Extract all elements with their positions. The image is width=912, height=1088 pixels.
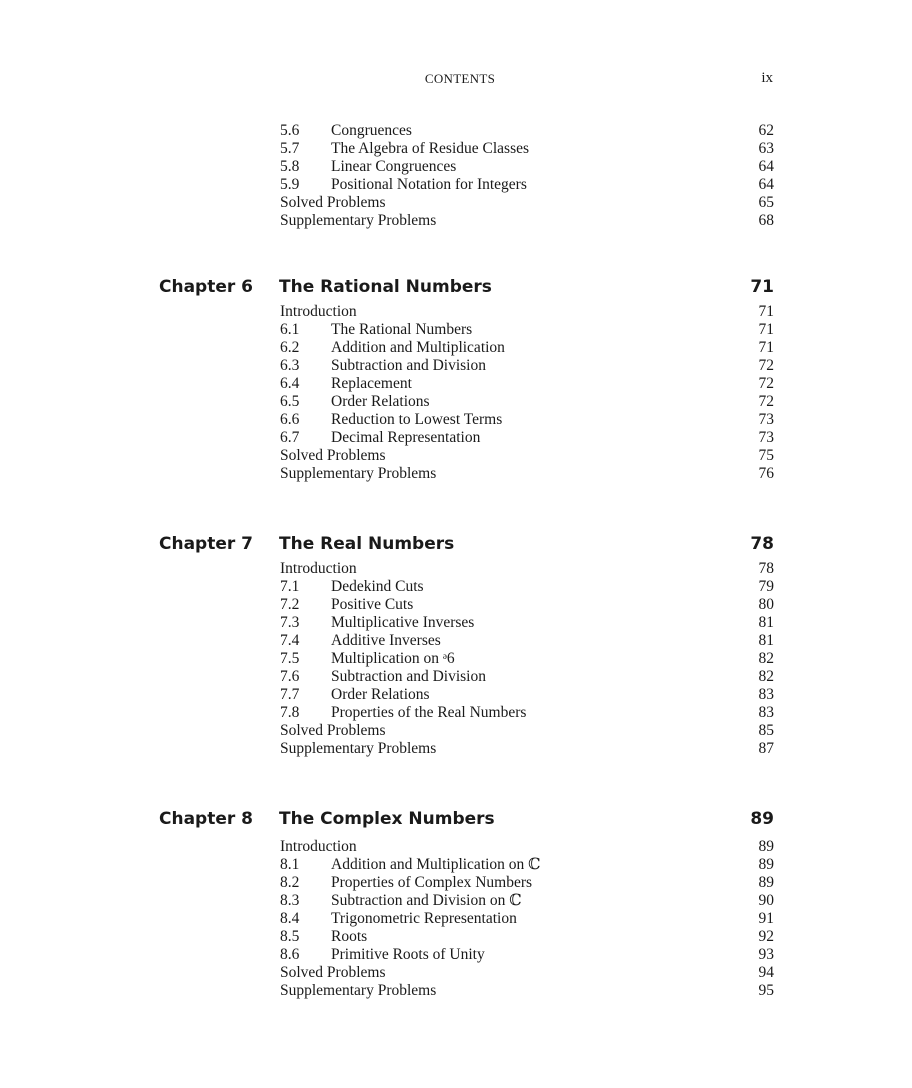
- page-number: 71: [758, 303, 774, 320]
- toc-entry[interactable]: [280, 447, 774, 465]
- chapter-label: Chapter 6: [159, 277, 254, 297]
- chapter-5-continued-entries: [280, 122, 774, 230]
- toc-entry[interactable]: [280, 122, 774, 140]
- page-number: 62: [758, 122, 774, 139]
- section-title: Multiplication on ᵊ6: [331, 650, 455, 667]
- page-number: 73: [758, 411, 774, 428]
- toc-entry[interactable]: [280, 632, 774, 650]
- section-title: Decimal Representation: [331, 429, 481, 446]
- section-title: Supplementary Problems: [280, 740, 437, 757]
- section-number: 5.7: [280, 140, 300, 157]
- section-title: Solved Problems: [280, 447, 386, 464]
- page-number: 81: [758, 632, 774, 649]
- section-title: Order Relations: [331, 393, 430, 410]
- page-number: 92: [758, 928, 774, 945]
- toc-entry[interactable]: [280, 946, 774, 964]
- chapter-entries: [280, 838, 774, 1000]
- page-number: 91: [758, 910, 774, 927]
- toc-entry[interactable]: [280, 740, 774, 758]
- section-title: Roots: [331, 928, 368, 945]
- page-number: 64: [758, 176, 774, 193]
- toc-entry[interactable]: [280, 856, 774, 874]
- toc-entry[interactable]: [280, 303, 774, 321]
- section-number: 6.1: [280, 321, 300, 338]
- chapter-heading[interactable]: [0, 808, 912, 830]
- section-number: 6.5: [280, 393, 300, 410]
- section-number: 5.6: [280, 122, 300, 139]
- page-number: 73: [758, 429, 774, 446]
- page-number: 68: [758, 212, 774, 229]
- chapter-entries: [280, 560, 774, 758]
- page-number: 71: [758, 321, 774, 338]
- section-number: 7.5: [280, 650, 300, 667]
- page-number: 64: [758, 158, 774, 175]
- section-number: 8.4: [280, 910, 300, 927]
- section-number: 7.3: [280, 614, 300, 631]
- page-number: 72: [758, 375, 774, 392]
- section-title: Multiplicative Inverses: [331, 614, 475, 631]
- page-number: 82: [758, 650, 774, 667]
- page-number: 79: [758, 578, 774, 595]
- section-title: Reduction to Lowest Terms: [331, 411, 503, 428]
- toc-entry[interactable]: [280, 614, 774, 632]
- toc-entry[interactable]: [280, 650, 774, 668]
- page-number: 82: [758, 668, 774, 685]
- toc-entry[interactable]: [280, 375, 774, 393]
- chapter-title: The Rational Numbers: [279, 277, 492, 297]
- toc-entry[interactable]: [280, 910, 774, 928]
- chapter-entries: [280, 303, 774, 483]
- toc-entry[interactable]: [280, 212, 774, 230]
- toc-entry[interactable]: [280, 874, 774, 892]
- toc-entry[interactable]: [280, 578, 774, 596]
- section-number: 6.2: [280, 339, 300, 356]
- running-title: CONTENTS: [424, 71, 496, 86]
- page-number: 65: [758, 194, 774, 211]
- toc-entry[interactable]: [280, 596, 774, 614]
- section-title: Properties of Complex Numbers: [331, 874, 533, 891]
- section-number: 6.3: [280, 357, 300, 374]
- toc-entry[interactable]: [280, 411, 774, 429]
- toc-entry[interactable]: [280, 429, 774, 447]
- section-title: Supplementary Problems: [280, 982, 437, 999]
- page-number: 75: [758, 447, 774, 464]
- page-number: 85: [758, 722, 774, 739]
- page-number: 81: [758, 614, 774, 631]
- section-title: Linear Congruences: [331, 158, 457, 175]
- section-number: 6.7: [280, 429, 300, 446]
- page-number: 90: [758, 892, 774, 909]
- section-title: Order Relations: [331, 686, 430, 703]
- section-title: Positional Notation for Integers: [331, 176, 527, 193]
- chapter-page-number: 78: [750, 534, 774, 554]
- toc-entry[interactable]: [280, 964, 774, 982]
- chapter-title: The Complex Numbers: [279, 809, 495, 829]
- page-number: 80: [758, 596, 774, 613]
- section-title: Replacement: [331, 375, 412, 392]
- toc-entry[interactable]: [280, 704, 774, 722]
- page-number: 76: [758, 465, 774, 482]
- section-title: Congruences: [331, 122, 412, 139]
- section-number: 7.8: [280, 704, 300, 721]
- section-number: 7.6: [280, 668, 300, 685]
- section-number: 7.7: [280, 686, 300, 703]
- chapter-page-number: 71: [750, 277, 774, 297]
- section-number: 6.6: [280, 411, 300, 428]
- section-title: Positive Cuts: [331, 596, 414, 613]
- section-title: Solved Problems: [280, 964, 386, 981]
- section-title: The Algebra of Residue Classes: [331, 140, 530, 157]
- section-title: Primitive Roots of Unity: [331, 946, 485, 963]
- page-number: 89: [758, 838, 774, 855]
- section-title: Subtraction and Division on ℂ: [331, 892, 522, 909]
- toc-entry[interactable]: [280, 339, 774, 357]
- section-title: Solved Problems: [280, 722, 386, 739]
- chapter-label: Chapter 8: [159, 809, 254, 829]
- page-number: 83: [758, 704, 774, 721]
- section-title: Trigonometric Representation: [331, 910, 517, 927]
- section-title: Introduction: [280, 838, 357, 855]
- toc-entry[interactable]: [280, 176, 774, 194]
- section-title: Additive Inverses: [331, 632, 441, 649]
- section-number: 8.3: [280, 892, 300, 909]
- page-number: 95: [758, 982, 774, 999]
- toc-entry[interactable]: [280, 686, 774, 704]
- toc-entry[interactable]: [280, 722, 774, 740]
- section-number: 8.2: [280, 874, 300, 891]
- running-page-number: ix: [761, 70, 773, 86]
- section-number: 7.2: [280, 596, 300, 613]
- toc-entry[interactable]: [280, 140, 774, 158]
- section-title: Properties of the Real Numbers: [331, 704, 527, 721]
- toc-entry[interactable]: [280, 194, 774, 212]
- page-number: 83: [758, 686, 774, 703]
- section-number: 7.4: [280, 632, 300, 649]
- section-title: Supplementary Problems: [280, 465, 437, 482]
- chapter-heading[interactable]: [0, 276, 912, 298]
- toc-entry[interactable]: [280, 560, 774, 578]
- section-title: Introduction: [280, 303, 357, 320]
- toc-entry[interactable]: [280, 393, 774, 411]
- section-number: 8.6: [280, 946, 300, 963]
- section-title: The Rational Numbers: [331, 321, 473, 338]
- section-title: Dedekind Cuts: [331, 578, 424, 595]
- toc-entry[interactable]: [280, 158, 774, 176]
- running-header: [0, 71, 912, 91]
- chapter-title: The Real Numbers: [279, 534, 455, 554]
- section-title: Subtraction and Division: [331, 357, 486, 374]
- section-title: Subtraction and Division: [331, 668, 486, 685]
- section-title: Addition and Multiplication on ℂ: [331, 856, 541, 873]
- section-title: Supplementary Problems: [280, 212, 437, 229]
- section-number: 5.8: [280, 158, 300, 175]
- page-number: 94: [758, 964, 774, 981]
- section-title: Addition and Multiplication: [331, 339, 505, 356]
- page-number: 89: [758, 856, 774, 873]
- chapter-heading[interactable]: [0, 533, 912, 555]
- page-number: 87: [758, 740, 774, 757]
- page-number: 63: [758, 140, 774, 157]
- section-number: 8.5: [280, 928, 300, 945]
- section-number: 5.9: [280, 176, 300, 193]
- page-number: 78: [758, 560, 774, 577]
- section-title: Solved Problems: [280, 194, 386, 211]
- page-number: 93: [758, 946, 774, 963]
- toc-entry[interactable]: [280, 928, 774, 946]
- page-number: 72: [758, 357, 774, 374]
- section-number: 8.1: [280, 856, 300, 873]
- page-number: 72: [758, 393, 774, 410]
- page-number: 71: [758, 339, 774, 356]
- page-number: 89: [758, 874, 774, 891]
- chapter-page-number: 89: [750, 809, 774, 829]
- section-number: 7.1: [280, 578, 300, 595]
- toc-entry[interactable]: [280, 321, 774, 339]
- toc-entry[interactable]: [280, 892, 774, 910]
- section-number: 6.4: [280, 375, 300, 392]
- toc-entry[interactable]: [280, 465, 774, 483]
- chapter-label: Chapter 7: [159, 534, 254, 554]
- toc-entry[interactable]: [280, 668, 774, 686]
- section-title: Introduction: [280, 560, 357, 577]
- toc-entry[interactable]: [280, 982, 774, 1000]
- toc-entry[interactable]: [280, 357, 774, 375]
- toc-entry[interactable]: [280, 838, 774, 856]
